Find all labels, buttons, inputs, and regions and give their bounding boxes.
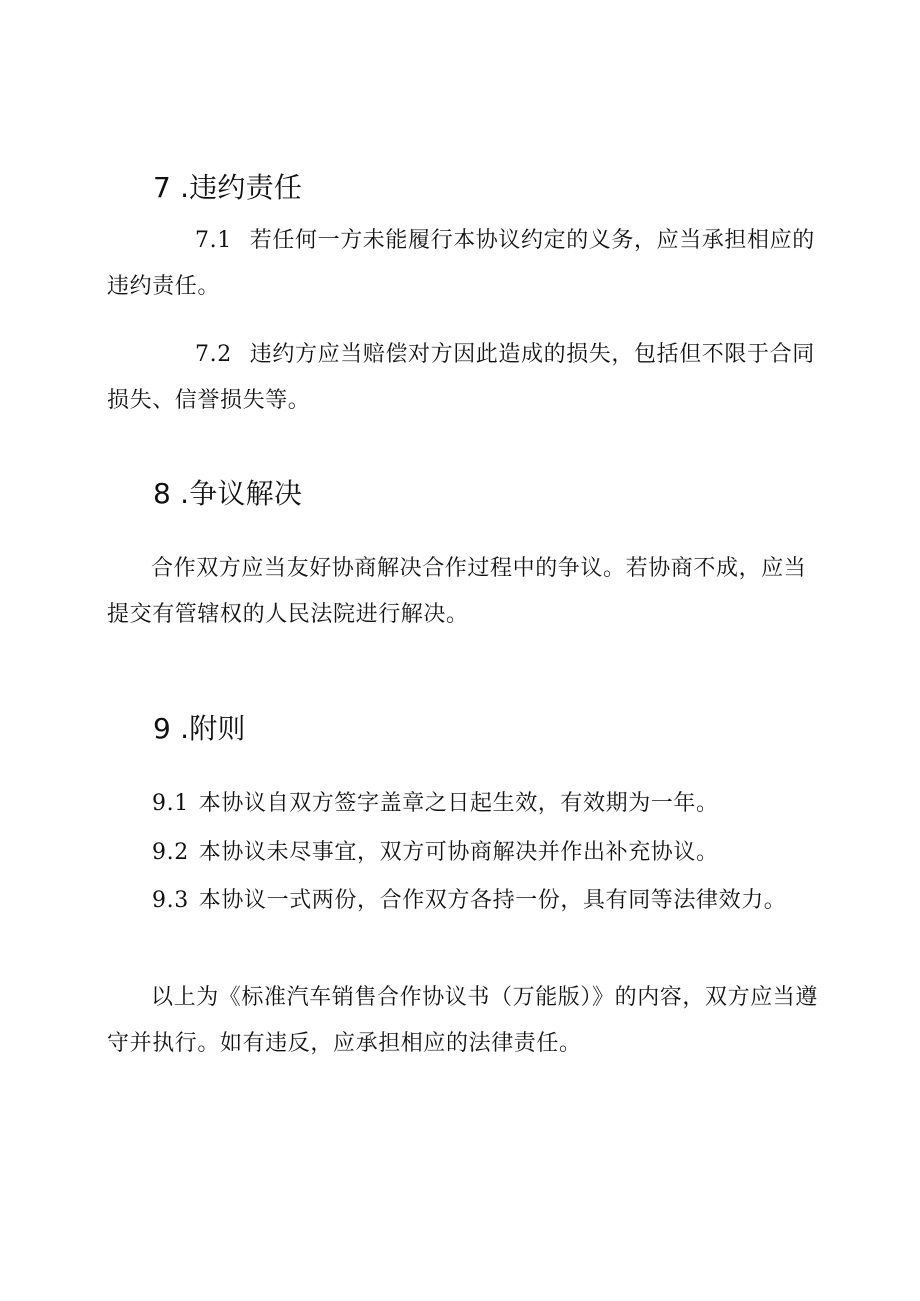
clause-7-2 bbox=[107, 332, 827, 424]
clause-number: 7.2 bbox=[195, 342, 232, 367]
clause-number: 9.1 bbox=[152, 791, 189, 816]
section-8-paragraph: 合作双方应当友好协商解决合作过程中的争议。若协商不成，应当提交有管辖权的人民法院进行解决。 bbox=[107, 556, 807, 627]
clause-text: 本协议自双方签字盖章之日起生效，有效期为一年。 bbox=[198, 791, 719, 816]
closing-paragraph: 以上为《标准汽车销售合作协议书（万能版）》的内容，双方应当遵守并执行。如有违反，应承担相应的法律责任。 bbox=[107, 985, 819, 1056]
clause-9-1 bbox=[152, 789, 832, 819]
clause-text: 本协议一式两份，合作双方各持一份，具有同等法律效力。 bbox=[198, 888, 787, 913]
clause-number: 7.1 bbox=[195, 228, 232, 253]
clause-text: 违约方应当赔偿对方因此造成的损失，包括但不限于合同损失、信誉损失等。 bbox=[107, 342, 815, 413]
clause-number: 9.2 bbox=[152, 840, 189, 865]
clause-number: 9.3 bbox=[152, 888, 189, 913]
clause-7-1 bbox=[107, 218, 827, 310]
clause-text: 若任何一方未能履行本协议约定的义务，应当承担相应的违约责任。 bbox=[107, 228, 815, 299]
clause-9-2 bbox=[152, 838, 832, 868]
section-8-heading: 8 .争议解决 bbox=[153, 477, 303, 510]
section-7-heading: 7 .违约责任 bbox=[153, 171, 303, 204]
clause-text: 本协议未尽事宜，双方可协商解决并作出补充协议。 bbox=[198, 840, 719, 865]
clause-9-3 bbox=[152, 886, 832, 916]
section-9-heading: 9 .附则 bbox=[153, 712, 246, 745]
